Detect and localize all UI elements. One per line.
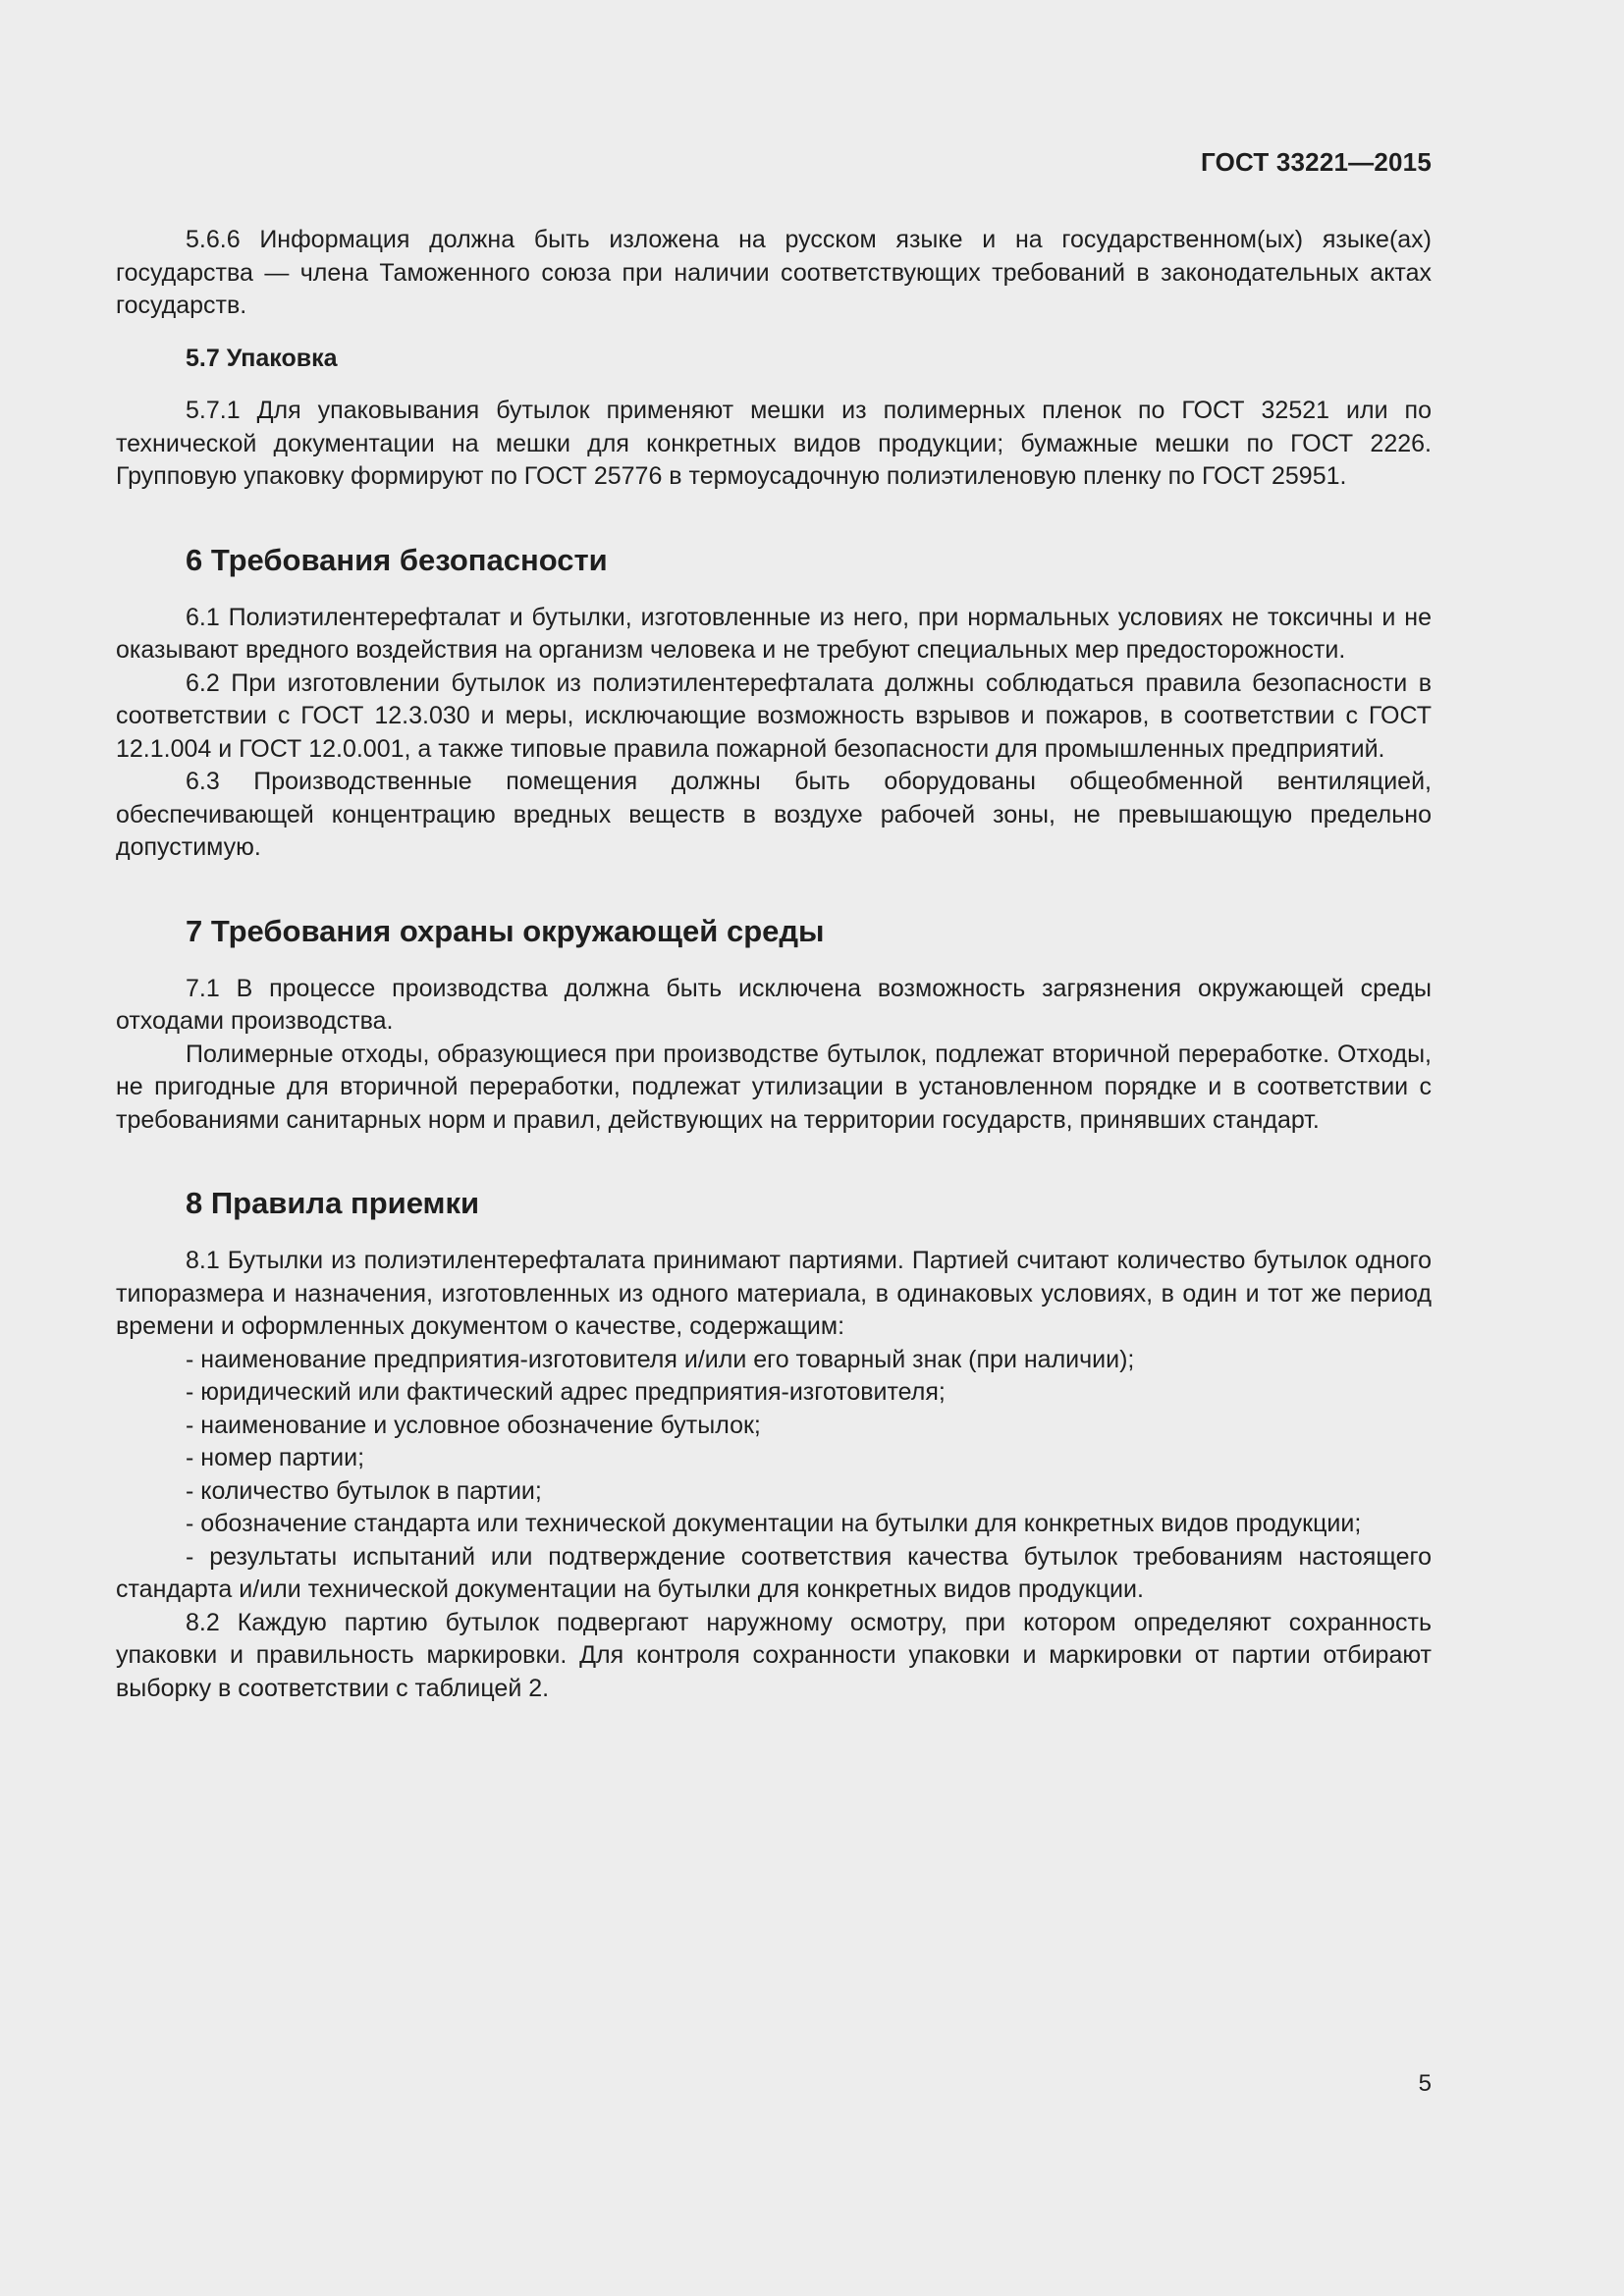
paragraph-8-2: 8.2 Каждую партию бутылок подвергают наружному осмотру, при котором определяют сохранность упаковки и правильность маркировки. Для контроля сохранности упаковки и маркировки от партии отбирают выборку в соответствии с таблицей 2. xyxy=(116,1608,1432,1702)
paragraph-5-6-6: 5.6.6 Информация должна быть изложена на русском языке и на государственном(ых) языке(ах) государства — члена Таможенного союза при наличии соответствующих требований в законодательных актах государств. xyxy=(116,226,1432,319)
list-item: - юридический или фактический адрес предприятия-изготовителя; xyxy=(186,1378,946,1406)
section-6-title: 6 Требования безопасности xyxy=(186,542,608,577)
list-item: - наименование и условное обозначение бутылок; xyxy=(186,1411,761,1439)
list-item: - количество бутылок в партии; xyxy=(186,1476,542,1505)
paragraph-5-7-1: 5.7.1 Для упаковывания бутылок применяют мешки из полимерных пленок по ГОСТ 32521 или по технической документации на мешки для конкретных видов продукции; бумажные мешки по ГОСТ 2226. Групповую упаковку формируют по ГОСТ 25776 в термоусадочную полиэтиленовую пленку по ГОСТ 25951. xyxy=(116,397,1432,490)
paragraph-7-waste: Полимерные отходы, образующиеся при производстве бутылок, подлежат вторичной переработке. Отходы, не пригодные для вторичной переработки, подлежат утилизации в установленном порядке и в соответствии с требованиями санитарных норм и правил, действующих на территории государств, принявших стандарт. xyxy=(116,1040,1432,1134)
page-number: 5 xyxy=(1418,2070,1432,2097)
paragraph-8-1: 8.1 Бутылки из полиэтилентерефталата принимают партиями. Партией считают количество бутылок одного типоразмера и назначения, изготовленных из одного материала, в одинаковых условиях, в один и тот же период времени и оформленных документом о качестве, содержащим: xyxy=(116,1247,1432,1340)
section-7-title: 7 Требования охраны окружающей среды xyxy=(186,913,825,948)
document-code-header: ГОСТ 33221—2015 xyxy=(1201,147,1432,177)
section-8-title: 8 Правила приемки xyxy=(186,1186,480,1220)
paragraph-6-3: 6.3 Производственные помещения должны быть оборудованы общеобменной вентиляцией, обеспечивающей концентрацию вредных веществ в воздухе рабочей зоны, не превышающую предельно допустимую. xyxy=(116,768,1432,861)
document-page xyxy=(116,0,1432,2296)
list-item: - результаты испытаний или подтверждение соответствия качества бутылок требованиям настоящего стандарта и/или технической документации на бутылки для конкретных видов продукции. xyxy=(116,1542,1432,1603)
paragraph-6-1: 6.1 Полиэтилентерефталат и бутылки, изготовленные из него, при нормальных условиях не токсичны и не оказывают вредного воздействия на организм человека и не требуют специальных мер предосторожности. xyxy=(116,603,1432,664)
list-item: - номер партии; xyxy=(186,1444,365,1471)
paragraph-6-2: 6.2 При изготовлении бутылок из полиэтилентерефталата должны соблюдаться правила безопасности в соответствии с ГОСТ 12.3.030 и меры, исключающие возможность взрывов и пожаров, в соответствии с ГОСТ 12.1.004 и ГОСТ 12.0.001, а также типовые правила пожарной безопасности для промышленных предприятий. xyxy=(116,668,1432,763)
paragraph-7-1: 7.1 В процессе производства должна быть исключена возможность загрязнения окружающей среды отходами производства. xyxy=(116,974,1432,1035)
list-item: - наименование предприятия-изготовителя и/или его товарный знак (при наличии); xyxy=(186,1345,1135,1373)
subheading-5-7: 5.7 Упаковка xyxy=(186,344,338,372)
document-body xyxy=(116,224,1432,1705)
list-item: - обозначение стандарта или технической документации на бутылки для конкретных видов продукции; xyxy=(186,1510,1362,1537)
